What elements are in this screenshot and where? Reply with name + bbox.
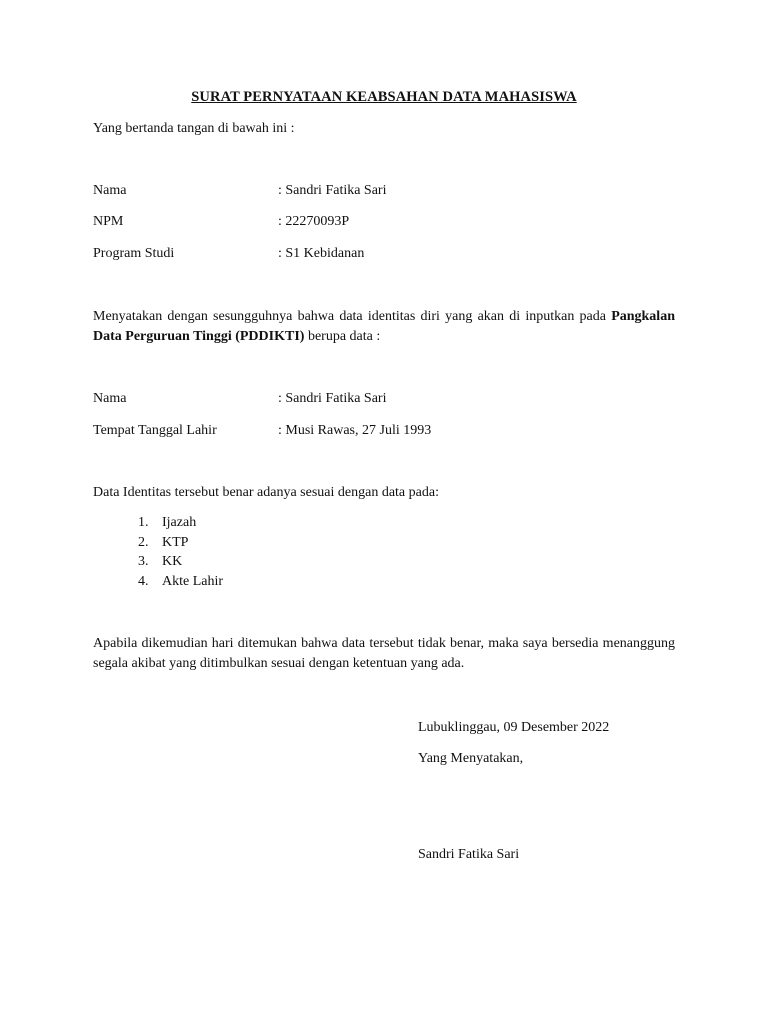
closing-paragraph: Apabila dikemudian hari ditemukan bahwa data tersebut tidak benar, maka saya bersedia menanggung segala akibat yang ditimbulkan sesuai dengan ketentuan yang ada. xyxy=(93,636,675,671)
list-number: 2. xyxy=(138,534,149,550)
field-value: : Sandri Fatika Sari xyxy=(278,183,387,198)
statement-paragraph xyxy=(93,307,675,347)
signature-place-date: Lubuklinggau, 09 Desember 2022 xyxy=(418,720,610,735)
field-label: Tempat Tanggal Lahir xyxy=(93,423,217,438)
list-text: KK xyxy=(162,554,183,569)
list-number: 4. xyxy=(138,573,149,589)
field-value: : S1 Kebidanan xyxy=(278,246,365,261)
intro-text: Yang bertanda tangan di bawah ini : xyxy=(93,121,295,136)
list-text: KTP xyxy=(162,534,189,550)
signature-declarant-label: Yang Menyatakan, xyxy=(418,751,524,766)
field-label: Nama xyxy=(93,183,127,198)
statement-text-end: berupa data : xyxy=(304,329,381,344)
list-number: 3. xyxy=(138,554,149,569)
statement-bold-text: Pangkalan Data Perguruan Tinggi (PDDIKTI) xyxy=(93,309,675,344)
statement-text-start: Menyatakan dengan sesungguhnya bahwa data identitas diri yang akan di inputkan pada xyxy=(93,309,612,324)
field-value: : Musi Rawas, 27 Juli 1993 xyxy=(278,423,432,438)
field-label: NPM xyxy=(93,214,124,229)
list-intro-text: Data Identitas tersebut benar adanya sesuai dengan data pada: xyxy=(93,485,439,500)
field-value: : 22270093P xyxy=(278,214,350,229)
list-number: 1. xyxy=(138,515,149,530)
document-title: SURAT PERNYATAAN KEABSAHAN DATA MAHASISWA xyxy=(191,89,577,105)
field-label: Nama xyxy=(93,391,127,406)
list-text: Akte Lahir xyxy=(162,573,224,589)
field-label: Program Studi xyxy=(93,246,175,261)
list-text: Ijazah xyxy=(162,515,197,530)
signature-name: Sandri Fatika Sari xyxy=(418,847,520,862)
field-value: : Sandri Fatika Sari xyxy=(278,391,387,406)
